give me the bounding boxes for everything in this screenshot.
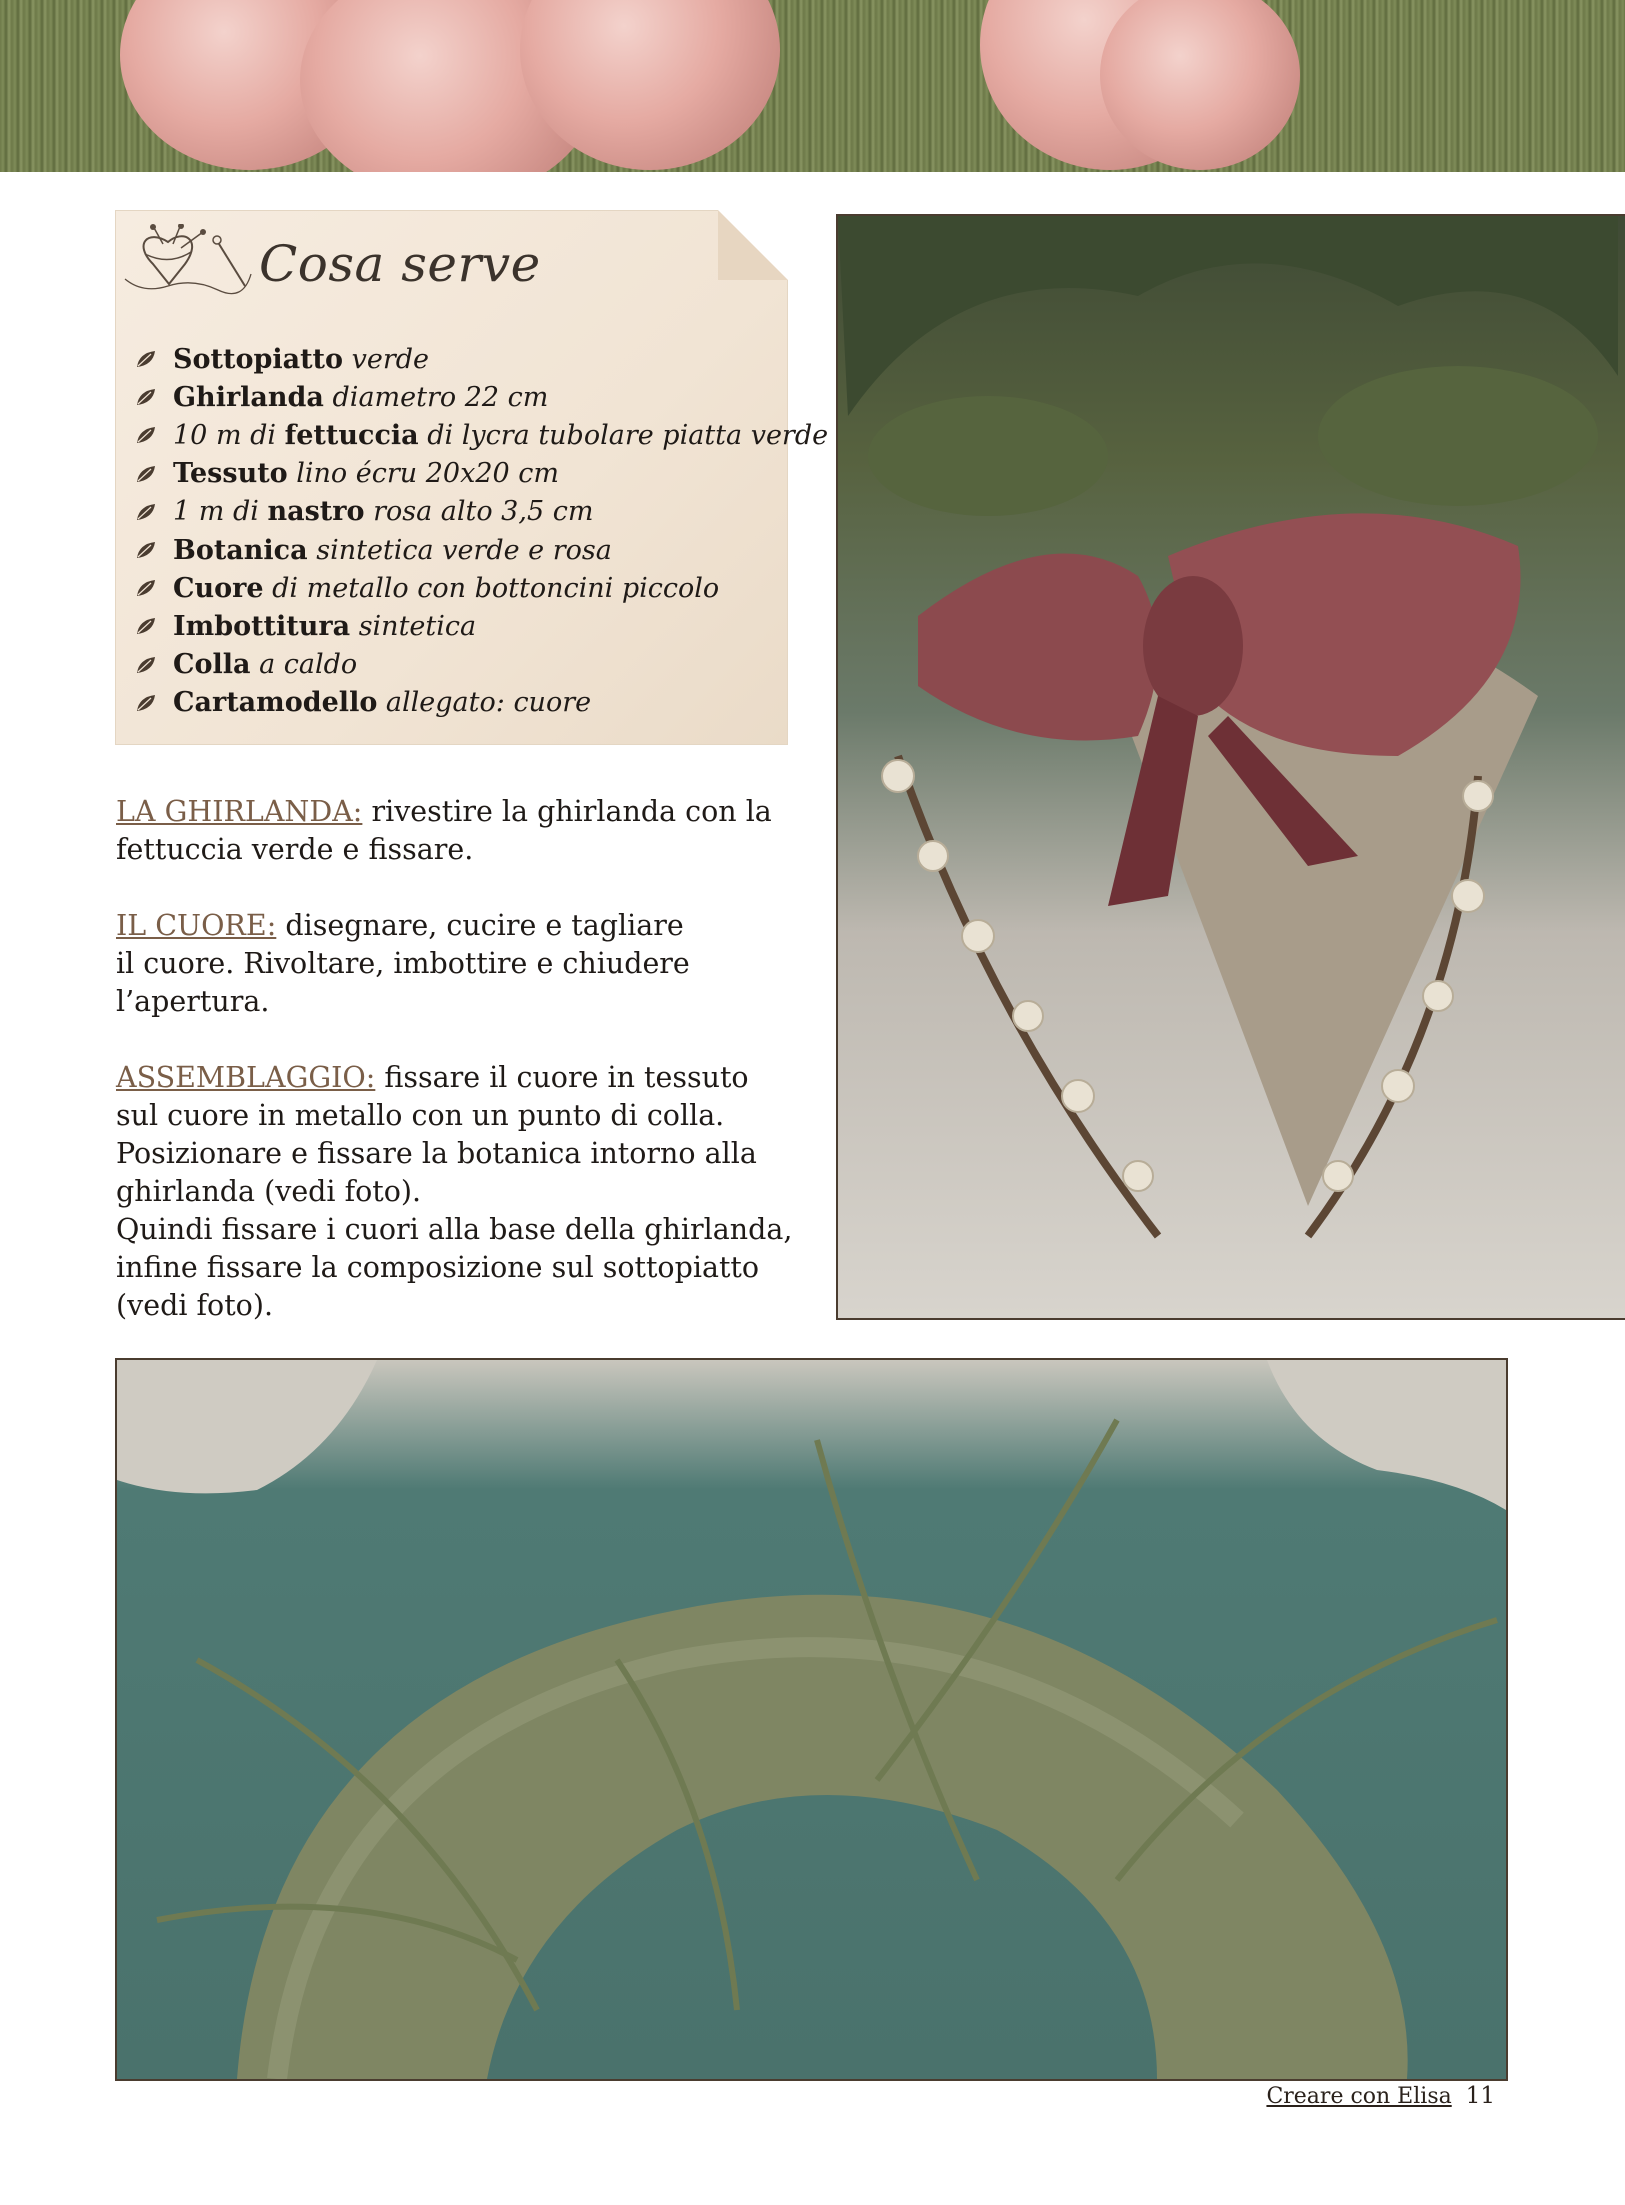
step-text: rivestire la ghirlanda con la <box>362 795 772 828</box>
step-ghirlanda <box>116 793 816 869</box>
material-item: Ghirlanda diametro 22 cm <box>135 378 828 416</box>
material-item: Sottopiatto verde <box>135 340 828 378</box>
leaf-bullet-icon <box>135 349 157 369</box>
header-banner-photo <box>0 0 1625 172</box>
material-item: 1 m di nastro rosa alto 3,5 cm <box>135 493 828 531</box>
heart-photo <box>836 214 1625 1320</box>
step-text: Posizionare e fissare la botanica intorno alla <box>116 1137 757 1170</box>
material-item: Cuore di metallo con bottoncini piccolo <box>135 569 828 607</box>
wreath-photo <box>115 1358 1508 2081</box>
material-item: Cartamodello allegato: cuore <box>135 684 828 722</box>
pincushion-heart-icon <box>123 224 253 304</box>
materials-list <box>135 340 828 722</box>
wreath-illustration <box>117 1360 1506 2079</box>
leaf-bullet-icon <box>135 464 157 484</box>
leaf-bullet-icon <box>135 502 157 522</box>
step-text: disegnare, cucire e tagliare <box>276 909 684 942</box>
card-header <box>123 224 541 304</box>
step-label: LA GHIRLANDA: <box>116 795 363 828</box>
material-item: Colla a caldo <box>135 646 828 684</box>
page-footer <box>1266 2083 1495 2109</box>
material-item: Tessuto lino écru 20x20 cm <box>135 455 828 493</box>
step-text: (vedi foto). <box>116 1289 274 1322</box>
step-text: l’apertura. <box>116 985 270 1018</box>
step-label: ASSEMBLAGGIO: <box>116 1061 376 1094</box>
material-item: Botanica sintetica verde e rosa <box>135 531 828 569</box>
leaf-bullet-icon <box>135 578 157 598</box>
step-cuore <box>116 907 816 1021</box>
page-number: 11 <box>1465 2083 1495 2109</box>
step-text: fettuccia verde e fissare. <box>116 833 474 866</box>
step-assemblaggio <box>116 1059 816 1325</box>
heart-illustration <box>838 216 1625 1318</box>
material-item: 10 m di fettuccia di lycra tubolare piatta verde <box>135 416 828 454</box>
leaf-bullet-icon <box>135 425 157 445</box>
step-text: fissare il cuore in tessuto <box>375 1061 749 1094</box>
material-item: Imbottitura sintetica <box>135 607 828 645</box>
step-text: Quindi fissare i cuori alla base della ghirlanda, <box>116 1213 793 1246</box>
step-text: infine fissare la composizione sul sottopiatto <box>116 1251 760 1284</box>
leaf-bullet-icon <box>135 540 157 560</box>
step-label: IL CUORE: <box>116 909 277 942</box>
card-title: Cosa serve <box>259 235 541 293</box>
step-text: sul cuore in metallo con un punto di colla. <box>116 1099 725 1132</box>
paper-fold <box>718 210 788 280</box>
magazine-name: Creare con Elisa <box>1266 2084 1452 2109</box>
leaf-bullet-icon <box>135 387 157 407</box>
leaf-bullet-icon <box>135 693 157 713</box>
step-text: ghirlanda (vedi foto). <box>116 1175 422 1208</box>
materials-card <box>115 210 829 745</box>
leaf-bullet-icon <box>135 655 157 675</box>
leaf-bullet-icon <box>135 616 157 636</box>
step-text: il cuore. Rivoltare, imbottire e chiudere <box>116 947 690 980</box>
